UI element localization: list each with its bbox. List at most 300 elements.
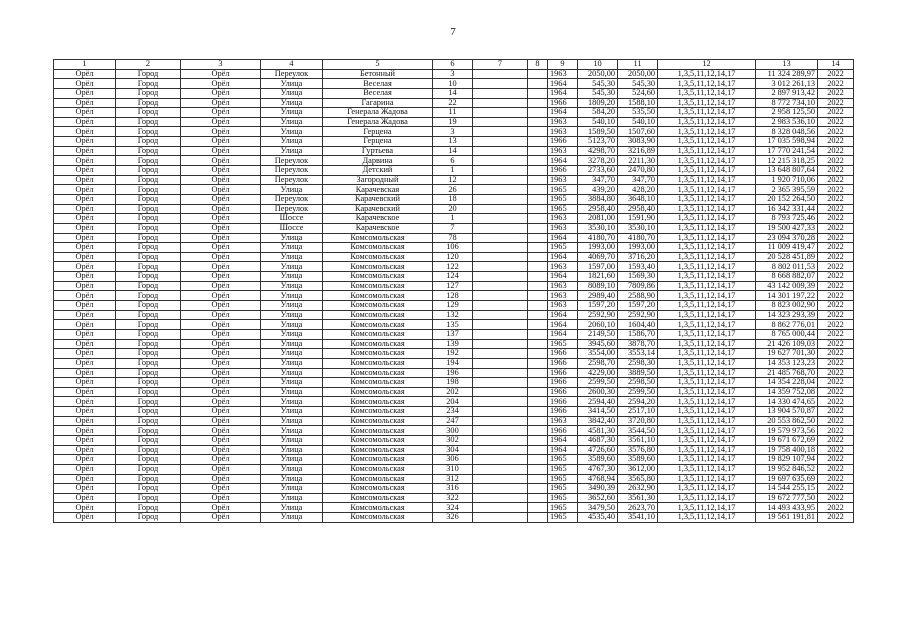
corpus-cell — [528, 310, 548, 320]
building-cell — [473, 349, 528, 359]
housing-register-table — [53, 59, 854, 523]
street-type-cell: Улица — [261, 455, 323, 465]
region-cell: Орёл — [54, 88, 116, 98]
work-types-cell: 1,3,5,11,12,14,17 — [658, 223, 756, 233]
table-row — [54, 368, 854, 378]
settlement-cell: Орёл — [181, 185, 261, 195]
work-types-cell: 1,3,5,11,12,14,17 — [658, 108, 756, 118]
region-cell: Орёл — [54, 98, 116, 108]
settlement-type-cell: Город — [116, 79, 181, 89]
street-name-cell: Комсомольская — [323, 368, 433, 378]
year-built-cell: 1965 — [548, 455, 578, 465]
street-type-cell: Улица — [261, 291, 323, 301]
building-cell — [473, 493, 528, 503]
cost-cell: 19 952 846,52 — [756, 464, 818, 474]
total-area-cell: 3490,39 — [578, 484, 618, 494]
plan-year-cell: 2022 — [818, 513, 854, 523]
living-area-cell: 3576,80 — [618, 445, 658, 455]
region-cell: Орёл — [54, 166, 116, 176]
house-number-cell: 316 — [433, 484, 473, 494]
year-built-cell: 1963 — [548, 262, 578, 272]
house-number-cell: 1 — [433, 166, 473, 176]
total-area-cell: 4069,70 — [578, 252, 618, 262]
building-cell — [473, 339, 528, 349]
table-row — [54, 455, 854, 465]
table-row — [54, 108, 854, 118]
street-type-cell: Улица — [261, 146, 323, 156]
house-number-cell: 312 — [433, 474, 473, 484]
corpus-cell — [528, 329, 548, 339]
table-row — [54, 79, 854, 89]
street-type-cell: Улица — [261, 329, 323, 339]
building-cell — [473, 281, 528, 291]
living-area-cell: 3083,90 — [618, 137, 658, 147]
work-types-cell: 1,3,5,11,12,14,17 — [658, 156, 756, 166]
plan-year-cell: 2022 — [818, 108, 854, 118]
settlement-type-cell: Город — [116, 368, 181, 378]
settlement-cell: Орёл — [181, 243, 261, 253]
plan-year-cell: 2022 — [818, 252, 854, 262]
cost-cell: 2 365 395,59 — [756, 185, 818, 195]
region-cell: Орёл — [54, 214, 116, 224]
building-cell — [473, 368, 528, 378]
table-row — [54, 233, 854, 243]
living-area-cell: 3878,70 — [618, 339, 658, 349]
street-type-cell: Переулок — [261, 194, 323, 204]
building-cell — [473, 223, 528, 233]
street-name-cell: Бетонный — [323, 69, 433, 79]
work-types-cell: 1,3,5,11,12,14,17 — [658, 435, 756, 445]
settlement-type-cell: Город — [116, 137, 181, 147]
total-area-cell: 4229,00 — [578, 368, 618, 378]
total-area-cell: 4726,60 — [578, 445, 618, 455]
header-col-3: 3 — [181, 60, 261, 70]
year-built-cell: 1964 — [548, 272, 578, 282]
year-built-cell: 1966 — [548, 426, 578, 436]
settlement-type-cell: Город — [116, 397, 181, 407]
settlement-cell: Орёл — [181, 320, 261, 330]
table-row — [54, 301, 854, 311]
region-cell: Орёл — [54, 464, 116, 474]
cost-cell: 21 426 109,03 — [756, 339, 818, 349]
work-types-cell: 1,3,5,11,12,14,17 — [658, 272, 756, 282]
work-types-cell: 1,3,5,11,12,14,17 — [658, 137, 756, 147]
living-area-cell: 2598,30 — [618, 358, 658, 368]
cost-cell: 12 215 318,25 — [756, 156, 818, 166]
living-area-cell: 3889,50 — [618, 368, 658, 378]
settlement-type-cell: Город — [116, 445, 181, 455]
cost-cell: 19 671 672,69 — [756, 435, 818, 445]
corpus-cell — [528, 378, 548, 388]
work-types-cell: 1,3,5,11,12,14,17 — [658, 407, 756, 417]
street-type-cell: Улица — [261, 435, 323, 445]
corpus-cell — [528, 387, 548, 397]
settlement-type-cell: Город — [116, 233, 181, 243]
street-type-cell: Улица — [261, 358, 323, 368]
building-cell — [473, 464, 528, 474]
cost-cell: 3 012 261,13 — [756, 79, 818, 89]
total-area-cell: 3945,60 — [578, 339, 618, 349]
street-name-cell: Детский — [323, 166, 433, 176]
living-area-cell: 2588,90 — [618, 291, 658, 301]
corpus-cell — [528, 175, 548, 185]
settlement-type-cell: Город — [116, 214, 181, 224]
building-cell — [473, 79, 528, 89]
work-types-cell: 1,3,5,11,12,14,17 — [658, 378, 756, 388]
region-cell: Орёл — [54, 484, 116, 494]
street-name-cell: Комсомольская — [323, 252, 433, 262]
street-type-cell: Улица — [261, 445, 323, 455]
header-col-6: 6 — [433, 60, 473, 70]
corpus-cell — [528, 445, 548, 455]
region-cell: Орёл — [54, 339, 116, 349]
settlement-type-cell: Город — [116, 108, 181, 118]
region-cell: Орёл — [54, 291, 116, 301]
total-area-cell: 8089,10 — [578, 281, 618, 291]
settlement-type-cell: Город — [116, 358, 181, 368]
table-row — [54, 137, 854, 147]
plan-year-cell: 2022 — [818, 194, 854, 204]
year-built-cell: 1964 — [548, 156, 578, 166]
cost-cell: 19 500 427,33 — [756, 223, 818, 233]
settlement-cell: Орёл — [181, 397, 261, 407]
settlement-cell: Орёл — [181, 69, 261, 79]
year-built-cell: 1964 — [548, 310, 578, 320]
total-area-cell: 4767,30 — [578, 464, 618, 474]
street-type-cell: Шоссе — [261, 223, 323, 233]
corpus-cell — [528, 88, 548, 98]
plan-year-cell: 2022 — [818, 204, 854, 214]
house-number-cell: 120 — [433, 252, 473, 262]
house-number-cell: 139 — [433, 339, 473, 349]
region-cell: Орёл — [54, 281, 116, 291]
house-number-cell: 302 — [433, 435, 473, 445]
street-type-cell: Улица — [261, 484, 323, 494]
plan-year-cell: 2022 — [818, 243, 854, 253]
work-types-cell: 1,3,5,11,12,14,17 — [658, 69, 756, 79]
settlement-type-cell: Город — [116, 435, 181, 445]
plan-year-cell: 2022 — [818, 416, 854, 426]
header-col-4: 4 — [261, 60, 323, 70]
corpus-cell — [528, 291, 548, 301]
total-area-cell: 4535,40 — [578, 513, 618, 523]
year-built-cell: 1964 — [548, 233, 578, 243]
region-cell: Орёл — [54, 69, 116, 79]
corpus-cell — [528, 127, 548, 137]
table-row — [54, 320, 854, 330]
year-built-cell: 1964 — [548, 108, 578, 118]
corpus-cell — [528, 484, 548, 494]
plan-year-cell: 2022 — [818, 223, 854, 233]
house-number-cell: 6 — [433, 156, 473, 166]
street-name-cell: Комсомольская — [323, 397, 433, 407]
total-area-cell: 540,10 — [578, 117, 618, 127]
building-cell — [473, 156, 528, 166]
settlement-type-cell: Город — [116, 378, 181, 388]
street-name-cell: Комсомольская — [323, 291, 433, 301]
house-number-cell: 18 — [433, 194, 473, 204]
living-area-cell: 3720,80 — [618, 416, 658, 426]
cost-cell: 14 323 293,39 — [756, 310, 818, 320]
region-cell: Орёл — [54, 445, 116, 455]
house-number-cell: 7 — [433, 223, 473, 233]
work-types-cell: 1,3,5,11,12,14,17 — [658, 175, 756, 185]
settlement-cell: Орёл — [181, 98, 261, 108]
region-cell: Орёл — [54, 378, 116, 388]
living-area-cell: 2958,40 — [618, 204, 658, 214]
table-row — [54, 464, 854, 474]
corpus-cell — [528, 243, 548, 253]
settlement-cell: Орёл — [181, 378, 261, 388]
settlement-cell: Орёл — [181, 79, 261, 89]
house-number-cell: 322 — [433, 493, 473, 503]
year-built-cell: 1964 — [548, 88, 578, 98]
living-area-cell: 3561,10 — [618, 435, 658, 445]
living-area-cell: 347,70 — [618, 175, 658, 185]
work-types-cell: 1,3,5,11,12,14,17 — [658, 79, 756, 89]
settlement-cell: Орёл — [181, 262, 261, 272]
street-type-cell: Улица — [261, 272, 323, 282]
building-cell — [473, 127, 528, 137]
street-type-cell: Улица — [261, 493, 323, 503]
settlement-type-cell: Город — [116, 329, 181, 339]
total-area-cell: 3652,60 — [578, 493, 618, 503]
street-name-cell: Карачевский — [323, 204, 433, 214]
street-name-cell: Карачевское — [323, 223, 433, 233]
year-built-cell: 1966 — [548, 358, 578, 368]
house-number-cell: 202 — [433, 387, 473, 397]
house-number-cell: 192 — [433, 349, 473, 359]
year-built-cell: 1963 — [548, 291, 578, 301]
settlement-type-cell: Город — [116, 175, 181, 185]
street-name-cell: Комсомольская — [323, 272, 433, 282]
street-name-cell: Генерала Жадова — [323, 108, 433, 118]
building-cell — [473, 69, 528, 79]
living-area-cell: 1507,60 — [618, 127, 658, 137]
table-row — [54, 243, 854, 253]
building-cell — [473, 445, 528, 455]
cost-cell: 23 094 370,28 — [756, 233, 818, 243]
house-number-cell: 247 — [433, 416, 473, 426]
year-built-cell: 1964 — [548, 252, 578, 262]
building-cell — [473, 146, 528, 156]
table-row — [54, 98, 854, 108]
plan-year-cell: 2022 — [818, 503, 854, 513]
street-name-cell: Карачевское — [323, 214, 433, 224]
street-type-cell: Улица — [261, 387, 323, 397]
street-type-cell: Переулок — [261, 166, 323, 176]
house-number-cell: 3 — [433, 69, 473, 79]
work-types-cell: 1,3,5,11,12,14,17 — [658, 194, 756, 204]
settlement-cell: Орёл — [181, 194, 261, 204]
settlement-cell: Орёл — [181, 349, 261, 359]
plan-year-cell: 2022 — [818, 435, 854, 445]
header-col-2: 2 — [116, 60, 181, 70]
year-built-cell: 1966 — [548, 349, 578, 359]
house-number-cell: 1 — [433, 214, 473, 224]
region-cell: Орёл — [54, 223, 116, 233]
settlement-cell: Орёл — [181, 204, 261, 214]
settlement-type-cell: Город — [116, 320, 181, 330]
settlement-cell: Орёл — [181, 291, 261, 301]
table-row — [54, 513, 854, 523]
plan-year-cell: 2022 — [818, 117, 854, 127]
year-built-cell: 1966 — [548, 378, 578, 388]
living-area-cell: 1569,30 — [618, 272, 658, 282]
corpus-cell — [528, 252, 548, 262]
work-types-cell: 1,3,5,11,12,14,17 — [658, 320, 756, 330]
building-cell — [473, 272, 528, 282]
total-area-cell: 1597,00 — [578, 262, 618, 272]
work-types-cell: 1,3,5,11,12,14,17 — [658, 349, 756, 359]
settlement-cell: Орёл — [181, 513, 261, 523]
cost-cell: 8 862 776,01 — [756, 320, 818, 330]
work-types-cell: 1,3,5,11,12,14,17 — [658, 426, 756, 436]
table-row — [54, 349, 854, 359]
living-area-cell: 3541,10 — [618, 513, 658, 523]
house-number-cell: 234 — [433, 407, 473, 417]
street-name-cell: Комсомольская — [323, 243, 433, 253]
year-built-cell: 1965 — [548, 194, 578, 204]
year-built-cell: 1965 — [548, 185, 578, 195]
total-area-cell: 3884,80 — [578, 194, 618, 204]
plan-year-cell: 2022 — [818, 281, 854, 291]
year-built-cell: 1964 — [548, 79, 578, 89]
region-cell: Орёл — [54, 301, 116, 311]
house-number-cell: 196 — [433, 368, 473, 378]
cost-cell: 8 668 882,07 — [756, 272, 818, 282]
header-col-7: 7 — [473, 60, 528, 70]
year-built-cell: 1965 — [548, 243, 578, 253]
region-cell: Орёл — [54, 233, 116, 243]
settlement-cell: Орёл — [181, 445, 261, 455]
corpus-cell — [528, 416, 548, 426]
living-area-cell: 7809,86 — [618, 281, 658, 291]
plan-year-cell: 2022 — [818, 397, 854, 407]
building-cell — [473, 513, 528, 523]
street-type-cell: Улица — [261, 127, 323, 137]
settlement-cell: Орёл — [181, 108, 261, 118]
settlement-cell: Орёл — [181, 358, 261, 368]
building-cell — [473, 416, 528, 426]
street-name-cell: Комсомольская — [323, 378, 433, 388]
year-built-cell: 1963 — [548, 214, 578, 224]
table-row — [54, 127, 854, 137]
street-name-cell: Комсомольская — [323, 445, 433, 455]
settlement-type-cell: Город — [116, 349, 181, 359]
settlement-cell: Орёл — [181, 407, 261, 417]
region-cell: Орёл — [54, 435, 116, 445]
settlement-type-cell: Город — [116, 88, 181, 98]
region-cell: Орёл — [54, 146, 116, 156]
street-name-cell: Комсомольская — [323, 464, 433, 474]
work-types-cell: 1,3,5,11,12,14,17 — [658, 484, 756, 494]
region-cell: Орёл — [54, 194, 116, 204]
settlement-type-cell: Город — [116, 513, 181, 523]
year-built-cell: 1965 — [548, 513, 578, 523]
plan-year-cell: 2022 — [818, 455, 854, 465]
year-built-cell: 1966 — [548, 166, 578, 176]
cost-cell: 8 772 734,10 — [756, 98, 818, 108]
settlement-cell: Орёл — [181, 368, 261, 378]
corpus-cell — [528, 493, 548, 503]
living-area-cell: 1591,90 — [618, 214, 658, 224]
building-cell — [473, 474, 528, 484]
work-types-cell: 1,3,5,11,12,14,17 — [658, 204, 756, 214]
cost-cell: 19 627 701,30 — [756, 349, 818, 359]
work-types-cell: 1,3,5,11,12,14,17 — [658, 493, 756, 503]
plan-year-cell: 2022 — [818, 387, 854, 397]
settlement-type-cell: Город — [116, 281, 181, 291]
living-area-cell: 4180,70 — [618, 233, 658, 243]
settlement-type-cell: Город — [116, 474, 181, 484]
cost-cell: 8 328 048,56 — [756, 127, 818, 137]
street-type-cell: Улица — [261, 416, 323, 426]
year-built-cell: 1965 — [548, 464, 578, 474]
table-row — [54, 223, 854, 233]
work-types-cell: 1,3,5,11,12,14,17 — [658, 358, 756, 368]
living-area-cell: 1593,40 — [618, 262, 658, 272]
year-built-cell: 1965 — [548, 204, 578, 214]
street-name-cell: Комсомольская — [323, 503, 433, 513]
corpus-cell — [528, 137, 548, 147]
cost-cell: 14 301 197,22 — [756, 291, 818, 301]
street-name-cell: Гуртьева — [323, 146, 433, 156]
street-name-cell: Карачевская — [323, 185, 433, 195]
year-built-cell: 1963 — [548, 69, 578, 79]
building-cell — [473, 291, 528, 301]
house-number-cell: 304 — [433, 445, 473, 455]
cost-cell: 11 324 289,97 — [756, 69, 818, 79]
cost-cell: 20 528 451,89 — [756, 252, 818, 262]
year-built-cell: 1966 — [548, 397, 578, 407]
building-cell — [473, 358, 528, 368]
living-area-cell: 1588,10 — [618, 98, 658, 108]
plan-year-cell: 2022 — [818, 272, 854, 282]
plan-year-cell: 2022 — [818, 175, 854, 185]
table-row — [54, 445, 854, 455]
plan-year-cell: 2022 — [818, 445, 854, 455]
table-row — [54, 291, 854, 301]
cost-cell: 8 765 000,44 — [756, 329, 818, 339]
plan-year-cell: 2022 — [818, 426, 854, 436]
total-area-cell: 2958,40 — [578, 204, 618, 214]
corpus-cell — [528, 397, 548, 407]
cost-cell: 1 920 710,06 — [756, 175, 818, 185]
living-area-cell: 2211,30 — [618, 156, 658, 166]
work-types-cell: 1,3,5,11,12,14,17 — [658, 513, 756, 523]
building-cell — [473, 426, 528, 436]
settlement-cell: Орёл — [181, 175, 261, 185]
total-area-cell: 1597,20 — [578, 301, 618, 311]
region-cell: Орёл — [54, 204, 116, 214]
street-type-cell: Улица — [261, 426, 323, 436]
work-types-cell: 1,3,5,11,12,14,17 — [658, 252, 756, 262]
house-number-cell: 22 — [433, 98, 473, 108]
corpus-cell — [528, 513, 548, 523]
table-row — [54, 146, 854, 156]
street-type-cell: Улица — [261, 464, 323, 474]
house-number-cell: 11 — [433, 108, 473, 118]
region-cell: Орёл — [54, 397, 116, 407]
header-col-9: 9 — [548, 60, 578, 70]
settlement-type-cell: Город — [116, 503, 181, 513]
street-name-cell: Загородный — [323, 175, 433, 185]
corpus-cell — [528, 69, 548, 79]
street-type-cell: Улица — [261, 262, 323, 272]
cost-cell: 14 353 123,23 — [756, 358, 818, 368]
total-area-cell: 4581,30 — [578, 426, 618, 436]
